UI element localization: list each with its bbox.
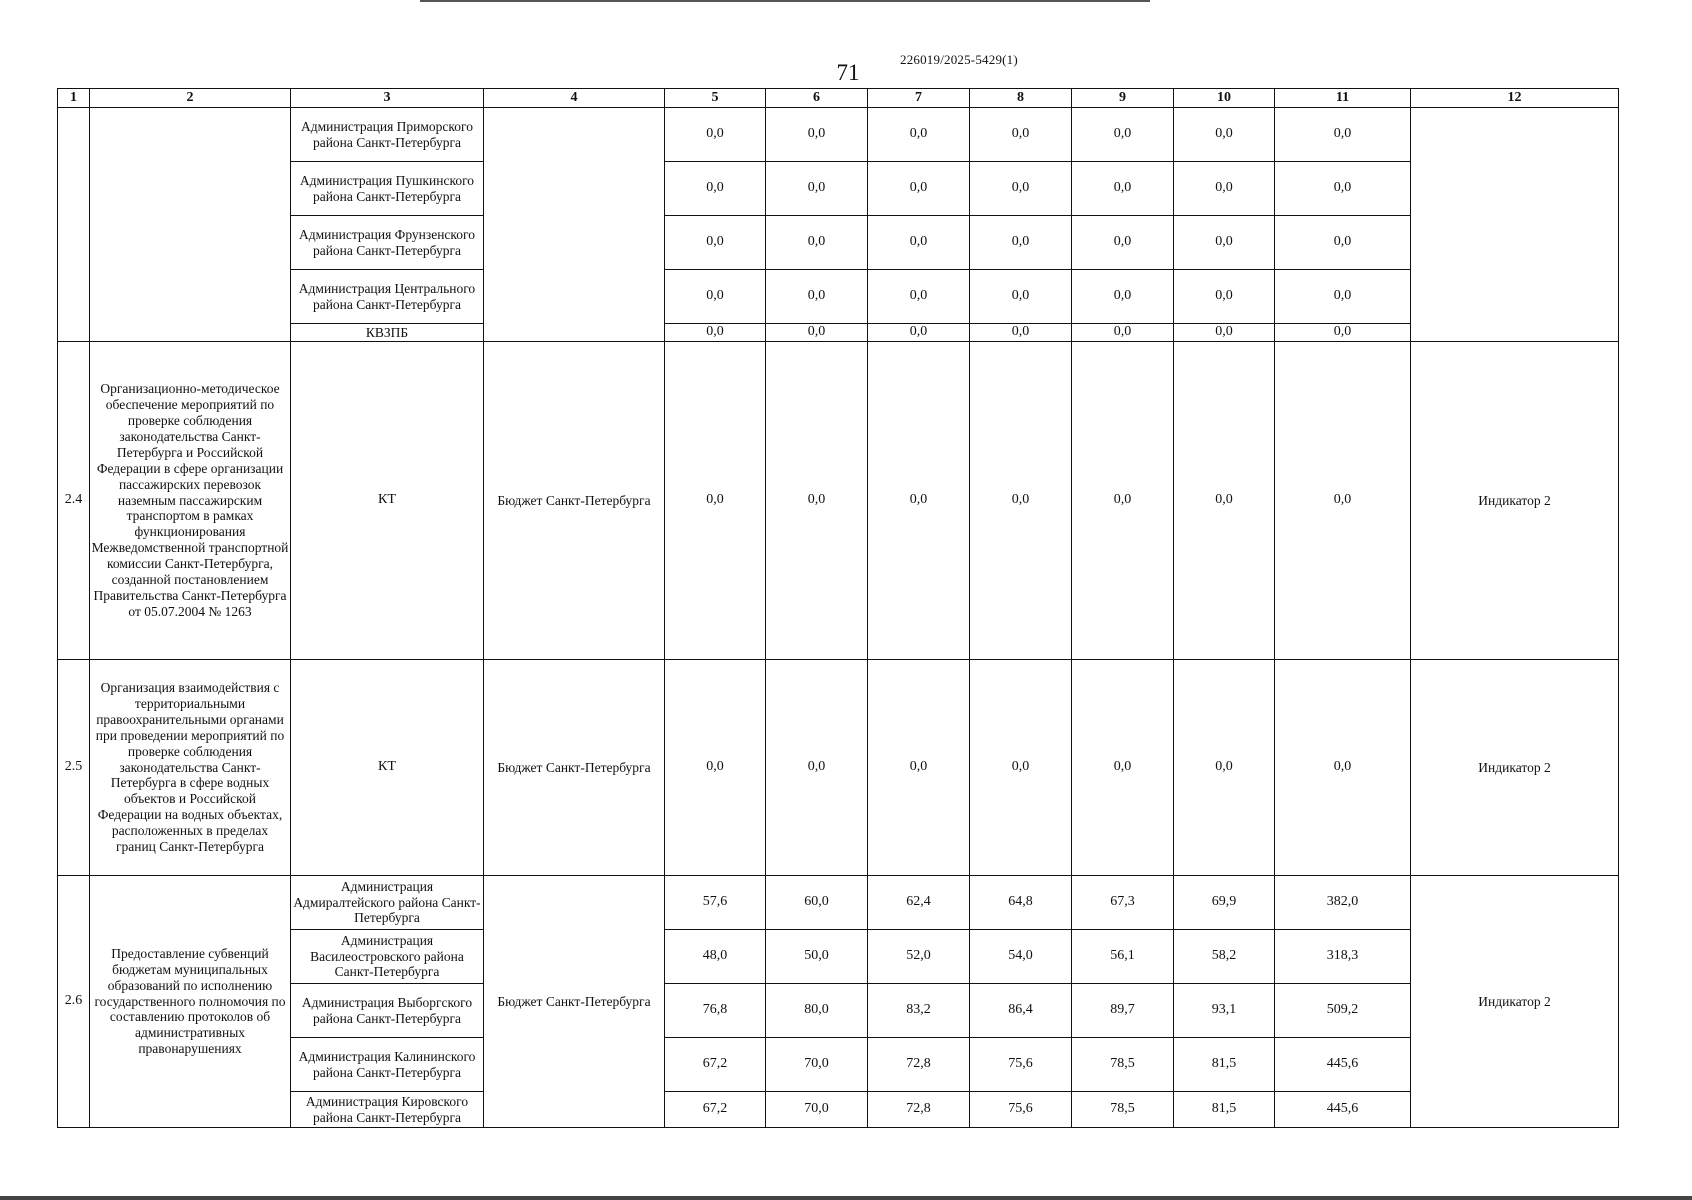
executor-cell: КТ bbox=[291, 342, 484, 660]
executor-cell: Администрация Приморского района Санкт-Петербурга bbox=[291, 108, 484, 162]
value-cell: 0,0 bbox=[766, 162, 868, 216]
row-number: 2.4 bbox=[58, 342, 90, 660]
indicator-cell: Индикатор 2 bbox=[1411, 876, 1619, 1128]
value-cell: 318,3 bbox=[1275, 930, 1411, 984]
value-cell: 0,0 bbox=[868, 270, 970, 324]
header-cell: 1 bbox=[58, 89, 90, 108]
table-row bbox=[58, 1038, 1619, 1092]
value-cell: 0,0 bbox=[1275, 342, 1411, 660]
value-cell: 0,0 bbox=[665, 108, 766, 162]
table-row bbox=[58, 108, 1619, 162]
value-cell: 80,0 bbox=[766, 984, 868, 1038]
value-cell: 76,8 bbox=[665, 984, 766, 1038]
value-cell: 382,0 bbox=[1275, 876, 1411, 930]
value-cell: 89,7 bbox=[1072, 984, 1174, 1038]
value-cell: 64,8 bbox=[970, 876, 1072, 930]
value-cell: 0,0 bbox=[766, 216, 868, 270]
value-cell: 86,4 bbox=[970, 984, 1072, 1038]
value-cell: 69,9 bbox=[1174, 876, 1275, 930]
value-cell: 0,0 bbox=[1072, 108, 1174, 162]
value-cell: 0,0 bbox=[1174, 216, 1275, 270]
value-cell: 0,0 bbox=[665, 324, 766, 342]
header-cell: 7 bbox=[868, 89, 970, 108]
event-name: Организационно-методическое обеспечение мероприятий по проверке соблюдения законодательства Санкт-Петербурга и Российской Федерации в сфере организации пассажирских перевозок наземным пассажирским транспортом в рамках функционирования Межведомственной транспортной комиссии Санкт-Петербурга, созданной постановлением Правительства Санкт-Петербурга от 05.07.2004 № 1263 bbox=[90, 342, 291, 660]
header-cell: 11 bbox=[1275, 89, 1411, 108]
value-cell: 0,0 bbox=[1072, 162, 1174, 216]
header-cell: 4 bbox=[484, 89, 665, 108]
value-cell: 72,8 bbox=[868, 1038, 970, 1092]
value-cell: 0,0 bbox=[1174, 270, 1275, 324]
header-row bbox=[58, 89, 1619, 108]
value-cell: 445,6 bbox=[1275, 1038, 1411, 1092]
row-number: 2.5 bbox=[58, 660, 90, 876]
value-cell: 445,6 bbox=[1275, 1092, 1411, 1128]
value-cell: 0,0 bbox=[868, 342, 970, 660]
header-cell: 8 bbox=[970, 89, 1072, 108]
table-row bbox=[58, 270, 1619, 324]
value-cell: 67,3 bbox=[1072, 876, 1174, 930]
event-name: Предоставление субвенций бюджетам муниципальных образований по исполнению государственного полномочия по составлению протоколов об административных правонарушениях bbox=[90, 876, 291, 1128]
value-cell: 60,0 bbox=[766, 876, 868, 930]
value-cell: 0,0 bbox=[1275, 660, 1411, 876]
event-name bbox=[90, 108, 291, 342]
funding-source bbox=[484, 108, 665, 342]
table-row bbox=[58, 984, 1619, 1038]
header-cell: 5 bbox=[665, 89, 766, 108]
value-cell: 0,0 bbox=[1174, 324, 1275, 342]
value-cell: 83,2 bbox=[868, 984, 970, 1038]
table-row bbox=[58, 930, 1619, 984]
executor-cell: Администрация Василеостровского района Санкт-Петербурга bbox=[291, 930, 484, 984]
header-cell: 9 bbox=[1072, 89, 1174, 108]
executor-cell: Администрация Адмиралтейского района Санкт-Петербурга bbox=[291, 876, 484, 930]
value-cell: 0,0 bbox=[1275, 324, 1411, 342]
row-number: 2.6 bbox=[58, 876, 90, 1128]
table-row bbox=[58, 324, 1619, 342]
page-number: 71 bbox=[836, 60, 860, 85]
executor-cell: Администрация Фрунзенского района Санкт-Петербурга bbox=[291, 216, 484, 270]
value-cell: 70,0 bbox=[766, 1038, 868, 1092]
header-cell: 3 bbox=[291, 89, 484, 108]
value-cell: 0,0 bbox=[766, 660, 868, 876]
value-cell: 0,0 bbox=[665, 342, 766, 660]
header-cell: 10 bbox=[1174, 89, 1275, 108]
value-cell: 0,0 bbox=[970, 216, 1072, 270]
funding-source: Бюджет Санкт-Петербурга bbox=[484, 876, 665, 1128]
value-cell: 0,0 bbox=[665, 270, 766, 324]
table-row bbox=[58, 342, 1619, 660]
executor-cell: Администрация Выборгского района Санкт-Петербурга bbox=[291, 984, 484, 1038]
scan-edge-top bbox=[420, 0, 1150, 2]
value-cell: 54,0 bbox=[970, 930, 1072, 984]
value-cell: 48,0 bbox=[665, 930, 766, 984]
value-cell: 0,0 bbox=[1072, 660, 1174, 876]
document-id: 226019/2025-5429(1) bbox=[900, 52, 1018, 67]
value-cell: 0,0 bbox=[766, 270, 868, 324]
value-cell: 75,6 bbox=[970, 1092, 1072, 1128]
table-row bbox=[58, 216, 1619, 270]
value-cell: 0,0 bbox=[1072, 324, 1174, 342]
funding-source: Бюджет Санкт-Петербурга bbox=[484, 660, 665, 876]
value-cell: 0,0 bbox=[868, 660, 970, 876]
value-cell: 52,0 bbox=[868, 930, 970, 984]
value-cell: 0,0 bbox=[1072, 216, 1174, 270]
indicator-cell: Индикатор 2 bbox=[1411, 660, 1619, 876]
executor-cell: КВЗПБ bbox=[291, 324, 484, 342]
executor-cell: Администрация Центрального района Санкт-Петербурга bbox=[291, 270, 484, 324]
value-cell: 57,6 bbox=[665, 876, 766, 930]
header-cell: 6 bbox=[766, 89, 868, 108]
value-cell: 0,0 bbox=[1174, 660, 1275, 876]
value-cell: 0,0 bbox=[970, 162, 1072, 216]
table-row bbox=[58, 162, 1619, 216]
value-cell: 0,0 bbox=[868, 216, 970, 270]
value-cell: 62,4 bbox=[868, 876, 970, 930]
value-cell: 0,0 bbox=[970, 660, 1072, 876]
value-cell: 0,0 bbox=[766, 342, 868, 660]
value-cell: 81,5 bbox=[1174, 1092, 1275, 1128]
executor-cell: Администрация Калининского района Санкт-Петербурга bbox=[291, 1038, 484, 1092]
row-number bbox=[58, 108, 90, 342]
header-cell: 2 bbox=[90, 89, 291, 108]
indicator-cell bbox=[1411, 108, 1619, 342]
event-name: Организация взаимодействия с территориальными правоохранительными органами при проведении мероприятий по проверке соблюдения законодательства Санкт-Петербурга в сфере водных объектов и Российской Федерации на водных объектах, расположенных в пределах границ Санкт-Петербурга bbox=[90, 660, 291, 876]
value-cell: 0,0 bbox=[1072, 342, 1174, 660]
value-cell: 0,0 bbox=[970, 270, 1072, 324]
value-cell: 0,0 bbox=[766, 108, 868, 162]
value-cell: 0,0 bbox=[1174, 162, 1275, 216]
value-cell: 0,0 bbox=[1275, 216, 1411, 270]
value-cell: 509,2 bbox=[1275, 984, 1411, 1038]
executor-cell: КТ bbox=[291, 660, 484, 876]
value-cell: 0,0 bbox=[868, 162, 970, 216]
value-cell: 93,1 bbox=[1174, 984, 1275, 1038]
value-cell: 58,2 bbox=[1174, 930, 1275, 984]
value-cell: 0,0 bbox=[1072, 270, 1174, 324]
executor-cell: Администрация Пушкинского района Санкт-Петербурга bbox=[291, 162, 484, 216]
value-cell: 0,0 bbox=[1275, 270, 1411, 324]
value-cell: 81,5 bbox=[1174, 1038, 1275, 1092]
value-cell: 0,0 bbox=[970, 108, 1072, 162]
value-cell: 56,1 bbox=[1072, 930, 1174, 984]
value-cell: 0,0 bbox=[665, 162, 766, 216]
funding-source: Бюджет Санкт-Петербурга bbox=[484, 342, 665, 660]
budget-table bbox=[57, 88, 1619, 1128]
value-cell: 0,0 bbox=[1275, 162, 1411, 216]
header-cell: 12 bbox=[1411, 89, 1619, 108]
executor-cell: Администрация Кировского района Санкт-Петербурга bbox=[291, 1092, 484, 1128]
value-cell: 0,0 bbox=[665, 660, 766, 876]
value-cell: 0,0 bbox=[970, 324, 1072, 342]
value-cell: 67,2 bbox=[665, 1038, 766, 1092]
indicator-cell: Индикатор 2 bbox=[1411, 342, 1619, 660]
value-cell: 0,0 bbox=[970, 342, 1072, 660]
value-cell: 72,8 bbox=[868, 1092, 970, 1128]
table-row bbox=[58, 660, 1619, 876]
value-cell: 78,5 bbox=[1072, 1092, 1174, 1128]
value-cell: 78,5 bbox=[1072, 1038, 1174, 1092]
value-cell: 70,0 bbox=[766, 1092, 868, 1128]
scan-edge-bottom bbox=[0, 1196, 1692, 1200]
value-cell: 0,0 bbox=[1275, 108, 1411, 162]
value-cell: 0,0 bbox=[1174, 108, 1275, 162]
value-cell: 75,6 bbox=[970, 1038, 1072, 1092]
value-cell: 67,2 bbox=[665, 1092, 766, 1128]
value-cell: 0,0 bbox=[665, 216, 766, 270]
value-cell: 0,0 bbox=[1174, 342, 1275, 660]
table-row bbox=[58, 1092, 1619, 1128]
value-cell: 0,0 bbox=[868, 108, 970, 162]
value-cell: 0,0 bbox=[868, 324, 970, 342]
value-cell: 50,0 bbox=[766, 930, 868, 984]
table-row bbox=[58, 876, 1619, 930]
value-cell: 0,0 bbox=[766, 324, 868, 342]
